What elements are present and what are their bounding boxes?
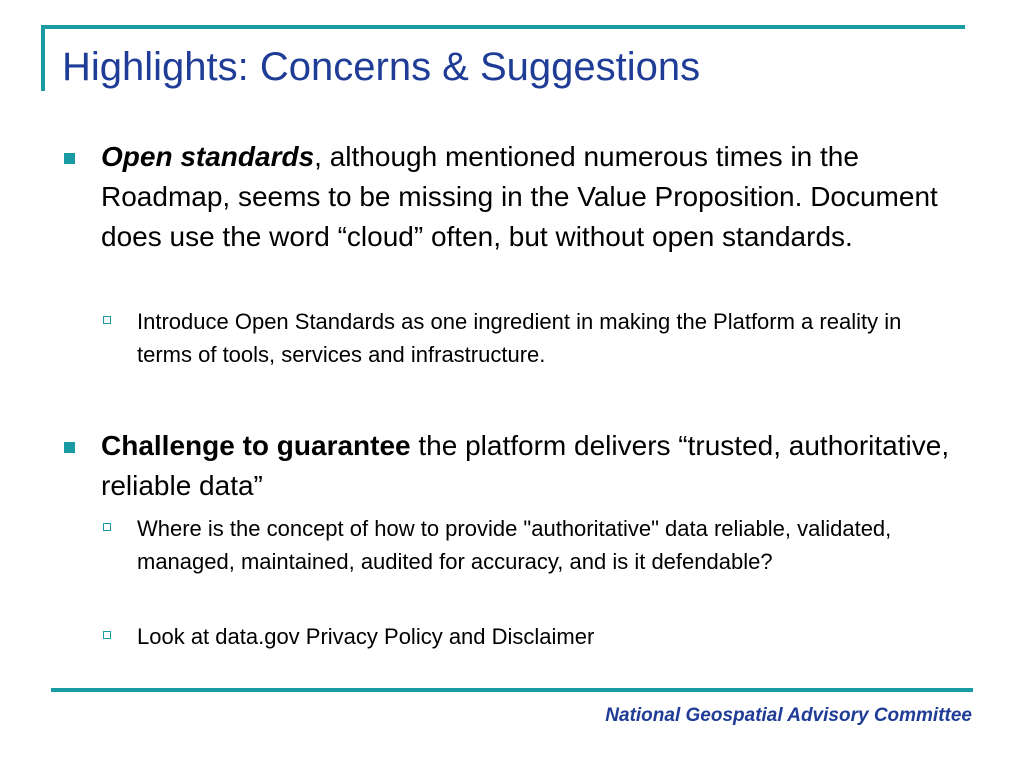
subbullet-introduce-open-standards xyxy=(137,305,957,371)
footer-organization: National Geospatial Advisory Committee xyxy=(605,705,972,726)
hollow-square-bullet-icon xyxy=(103,631,111,639)
hollow-square-bullet-icon xyxy=(103,316,111,324)
square-bullet-icon xyxy=(64,442,75,453)
bullet-text: , although mentioned numerous times in the Roadmap, seems to be missing in the Value Proposition. Document does use the word “cloud” often, but without open standards. xyxy=(101,141,938,252)
hollow-square-bullet-icon xyxy=(103,523,111,531)
subbullet-text: Where is the concept of how to provide "authoritative" data reliable, validated, managed, maintained, audited for accuracy, and is it defendable? xyxy=(137,516,892,574)
bullet-challenge-to-guarantee xyxy=(101,426,961,506)
bullet-text: the platform delivers “trusted, authoritative, reliable data” xyxy=(101,430,950,501)
footer-rule xyxy=(51,688,973,692)
subbullet-text: Look at data.gov Privacy Policy and Disclaimer xyxy=(137,624,595,649)
subbullet-data-gov-policy xyxy=(137,620,957,653)
slide-title: Highlights: Concerns & Suggestions xyxy=(62,45,701,89)
subbullet-text: Introduce Open Standards as one ingredient in making the Platform a reality in terms of tools, services and infrastructure. xyxy=(137,309,902,367)
subbullet-authoritative-data xyxy=(137,512,957,578)
bullet-open-standards xyxy=(101,137,961,257)
bullet-lead: Challenge to guarantee xyxy=(101,430,411,461)
square-bullet-icon xyxy=(64,153,75,164)
bullet-lead: Open standards xyxy=(101,141,315,172)
